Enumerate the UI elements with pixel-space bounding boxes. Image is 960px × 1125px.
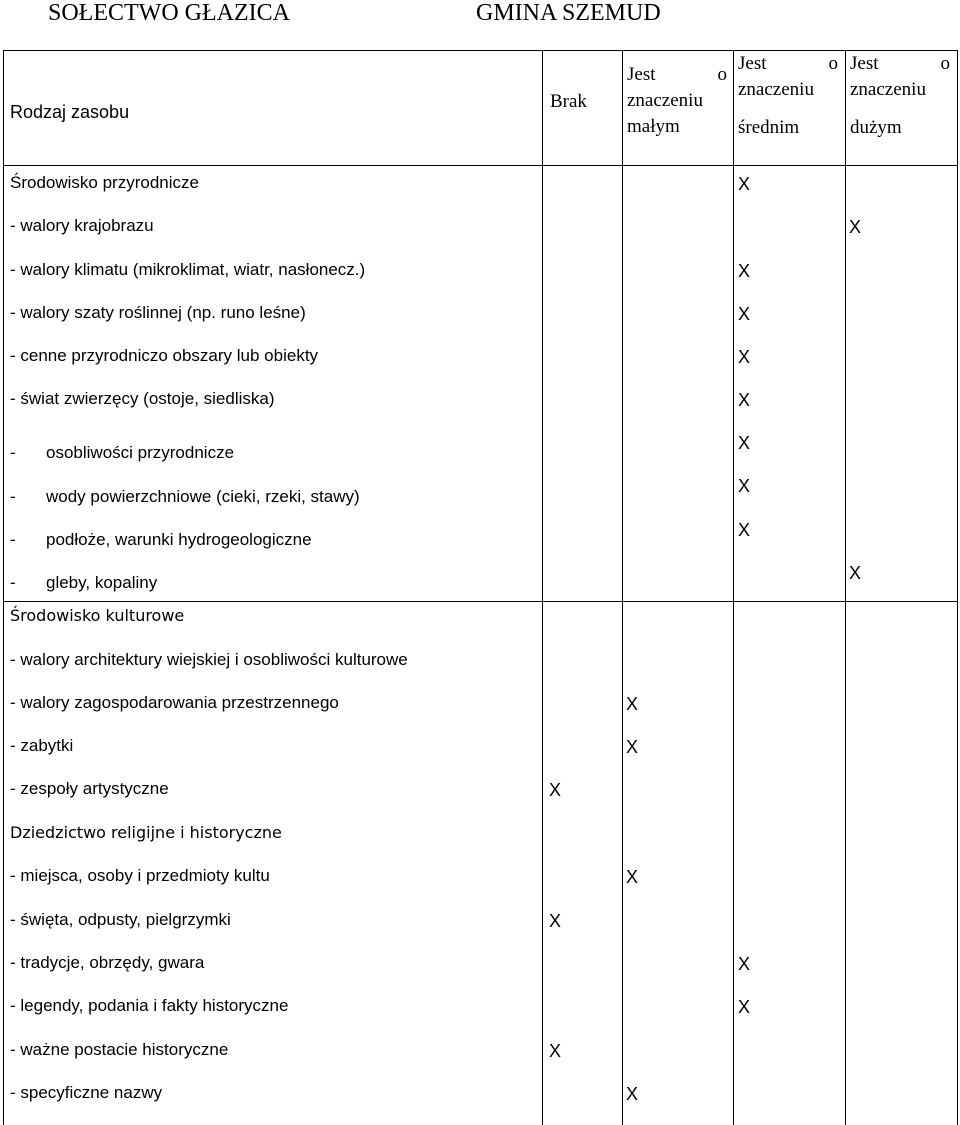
header-brak: Brak [550, 91, 587, 112]
row-dash-natural-curiosities: - [10, 443, 16, 462]
row-label-specific-names: - specyficzne nazwy [10, 1083, 163, 1102]
village-title: SOŁECTWO GŁAZICA [48, 0, 290, 26]
row-label-soils: gleby, kopaliny [46, 573, 158, 592]
mark-vegetation-medium: X [738, 304, 751, 324]
row-label-culture-section: Środowisko kulturowe [10, 606, 185, 625]
col-divider-brak [542, 50, 543, 1125]
header-medium-w1: Jest [738, 53, 767, 74]
row-label-landscape: - walory krajobrazu [10, 216, 154, 235]
mark-monuments-small: X [626, 737, 639, 757]
row-label-monuments: - zabytki [10, 736, 74, 755]
header-medium-w3: znaczeniu [738, 79, 814, 100]
mark-natural-curiosities-medium: X [738, 433, 751, 453]
row-label-nature-section: Środowisko przyrodnicze [10, 173, 199, 192]
mark-nature-section-medium: X [738, 174, 751, 194]
mark-landscape-large: X [849, 217, 862, 237]
mark-places-of-worship-small: X [626, 867, 639, 887]
mark-subsoil-medium: X [738, 520, 751, 540]
mark-fauna-medium: X [738, 390, 751, 410]
mark-climate-medium: X [738, 261, 751, 281]
row-label-spatial-planning: - walory zagospodarowania przestrzennego [10, 693, 339, 712]
header-medium [738, 51, 838, 141]
mark-spatial-planning-small: X [626, 694, 639, 714]
row-label-historical-figures: - ważne postacie historyczne [10, 1040, 229, 1059]
table-left-border [3, 50, 4, 1125]
row-label-climate: - walory klimatu (mikroklimat, wiatr, nasłonecz.) [10, 260, 366, 279]
col-divider-maly [622, 50, 623, 1125]
row-dash-soils: - [10, 573, 16, 592]
row-dash-subsoil: - [10, 530, 16, 549]
header-large-w4: dużym [850, 117, 902, 138]
mark-historical-figures-none: X [549, 1041, 562, 1061]
header-large-w3: znaczeniu [850, 79, 926, 100]
header-small-w4: małym [627, 116, 680, 137]
header-small [627, 62, 727, 140]
row-label-natural-curiosities: osobliwości przyrodnicze [46, 443, 235, 462]
header-large-w1: Jest [850, 53, 879, 74]
row-label-heritage-section: Dziedzictwo religijne i historyczne [10, 823, 282, 842]
header-resource-type: Rodzaj zasobu [10, 102, 130, 122]
col-divider-duzy [845, 50, 846, 1125]
col-divider-sredni [733, 50, 734, 1125]
header-bottom-border [3, 165, 958, 166]
header-medium-w2: o [828, 53, 838, 74]
row-label-feasts: - święta, odpusty, pielgrzymki [10, 910, 231, 929]
row-dash-surface-waters: - [10, 487, 16, 506]
mark-traditions-medium: X [738, 954, 751, 974]
mark-soils-large: X [849, 563, 862, 583]
row-label-architecture: - walory architektury wiejskiej i osobliwości kulturowe [10, 650, 408, 669]
nature-section-bottom-border [3, 601, 958, 602]
header-medium-w4: średnim [738, 117, 800, 138]
row-label-vegetation: - walory szaty roślinnej (np. runo leśne) [10, 303, 306, 322]
mark-legends-medium: X [738, 997, 751, 1017]
commune-title: GMINA SZEMUD [476, 0, 661, 26]
header-small-w3: znaczeniu [627, 90, 703, 111]
row-label-places-of-worship: - miejsca, osoby i przedmioty kultu [10, 866, 270, 885]
mark-valuable-areas-medium: X [738, 347, 751, 367]
row-label-valuable-areas: - cenne przyrodniczo obszary lub obiekty [10, 346, 319, 365]
header-small-w2: o [717, 64, 727, 85]
mark-surface-waters-medium: X [738, 476, 751, 496]
row-label-surface-waters: wody powierzchniowe (cieki, rzeki, stawy) [46, 487, 360, 506]
row-label-legends: - legendy, podania i fakty historyczne [10, 996, 289, 1015]
header-large-w2: o [940, 53, 950, 74]
header-large [850, 51, 950, 141]
table-right-border [957, 50, 958, 1125]
mark-specific-names-small: X [626, 1084, 639, 1104]
mark-feasts-none: X [549, 911, 562, 931]
row-label-traditions: - tradycje, obrzędy, gwara [10, 953, 205, 972]
row-label-fauna: - świat zwierzęcy (ostoje, siedliska) [10, 389, 275, 408]
row-label-subsoil: podłoże, warunki hydrogeologiczne [46, 530, 312, 549]
header-small-w1: Jest [627, 64, 656, 85]
row-label-art-groups: - zespoły artystyczne [10, 779, 169, 798]
mark-art-groups-none: X [549, 780, 562, 800]
